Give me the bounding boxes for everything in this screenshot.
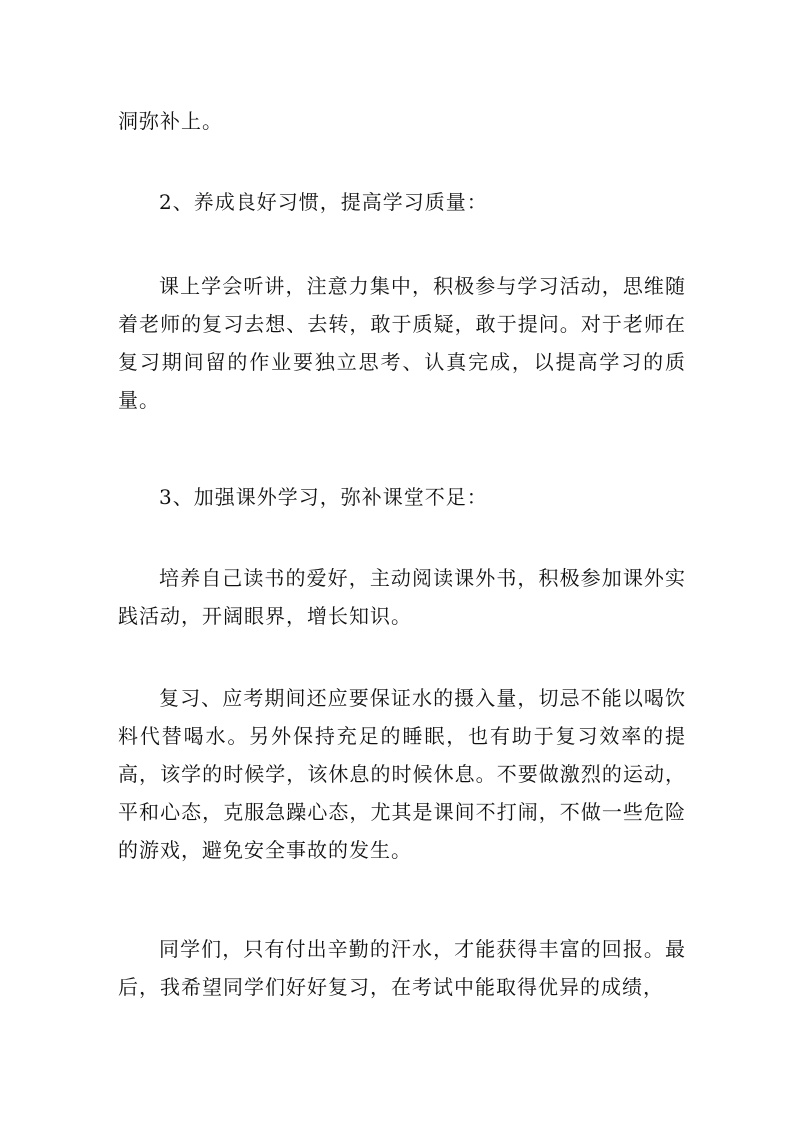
paragraph-classroom-listening: 课上学会听讲，注意力集中，积极参与学习活动，思维随着老师的复习去想、去转，敢于质疑，敢于提问。对于老师在复习期间留的作业要独立思考、认真完成，以提高学习的质量。	[118, 274, 686, 412]
section-heading-habits: 2、养成良好习惯，提高学习质量：	[159, 190, 488, 214]
paragraph-continuation: 洞弥补上。	[118, 109, 223, 133]
paragraph-reading-habits: 培养自己读书的爱好，主动阅读课外书，积极参加课外实践活动，开阔眼界，增长知识。	[118, 566, 686, 628]
section-heading-extracurricular: 3、加强课外学习，弥补课堂不足：	[159, 485, 488, 509]
paragraph-health-advice: 复习、应考期间还应要保证水的摄入量，切忌不能以喝饮料代替喝水。另外保持充足的睡眠，也有助于复习效率的提高，该学的时候学，该休息的时候休息。不要做激烈的运动，平和心态，克服急躁心态，尤其是课间不打闹，不做一些危险的游戏，避免安全事故的发生。	[118, 686, 686, 862]
paragraph-closing: 同学们，只有付出辛勤的汗水，才能获得丰富的回报。最后，我希望同学们好好复习，在考试中能取得优异的成绩，	[118, 937, 686, 999]
